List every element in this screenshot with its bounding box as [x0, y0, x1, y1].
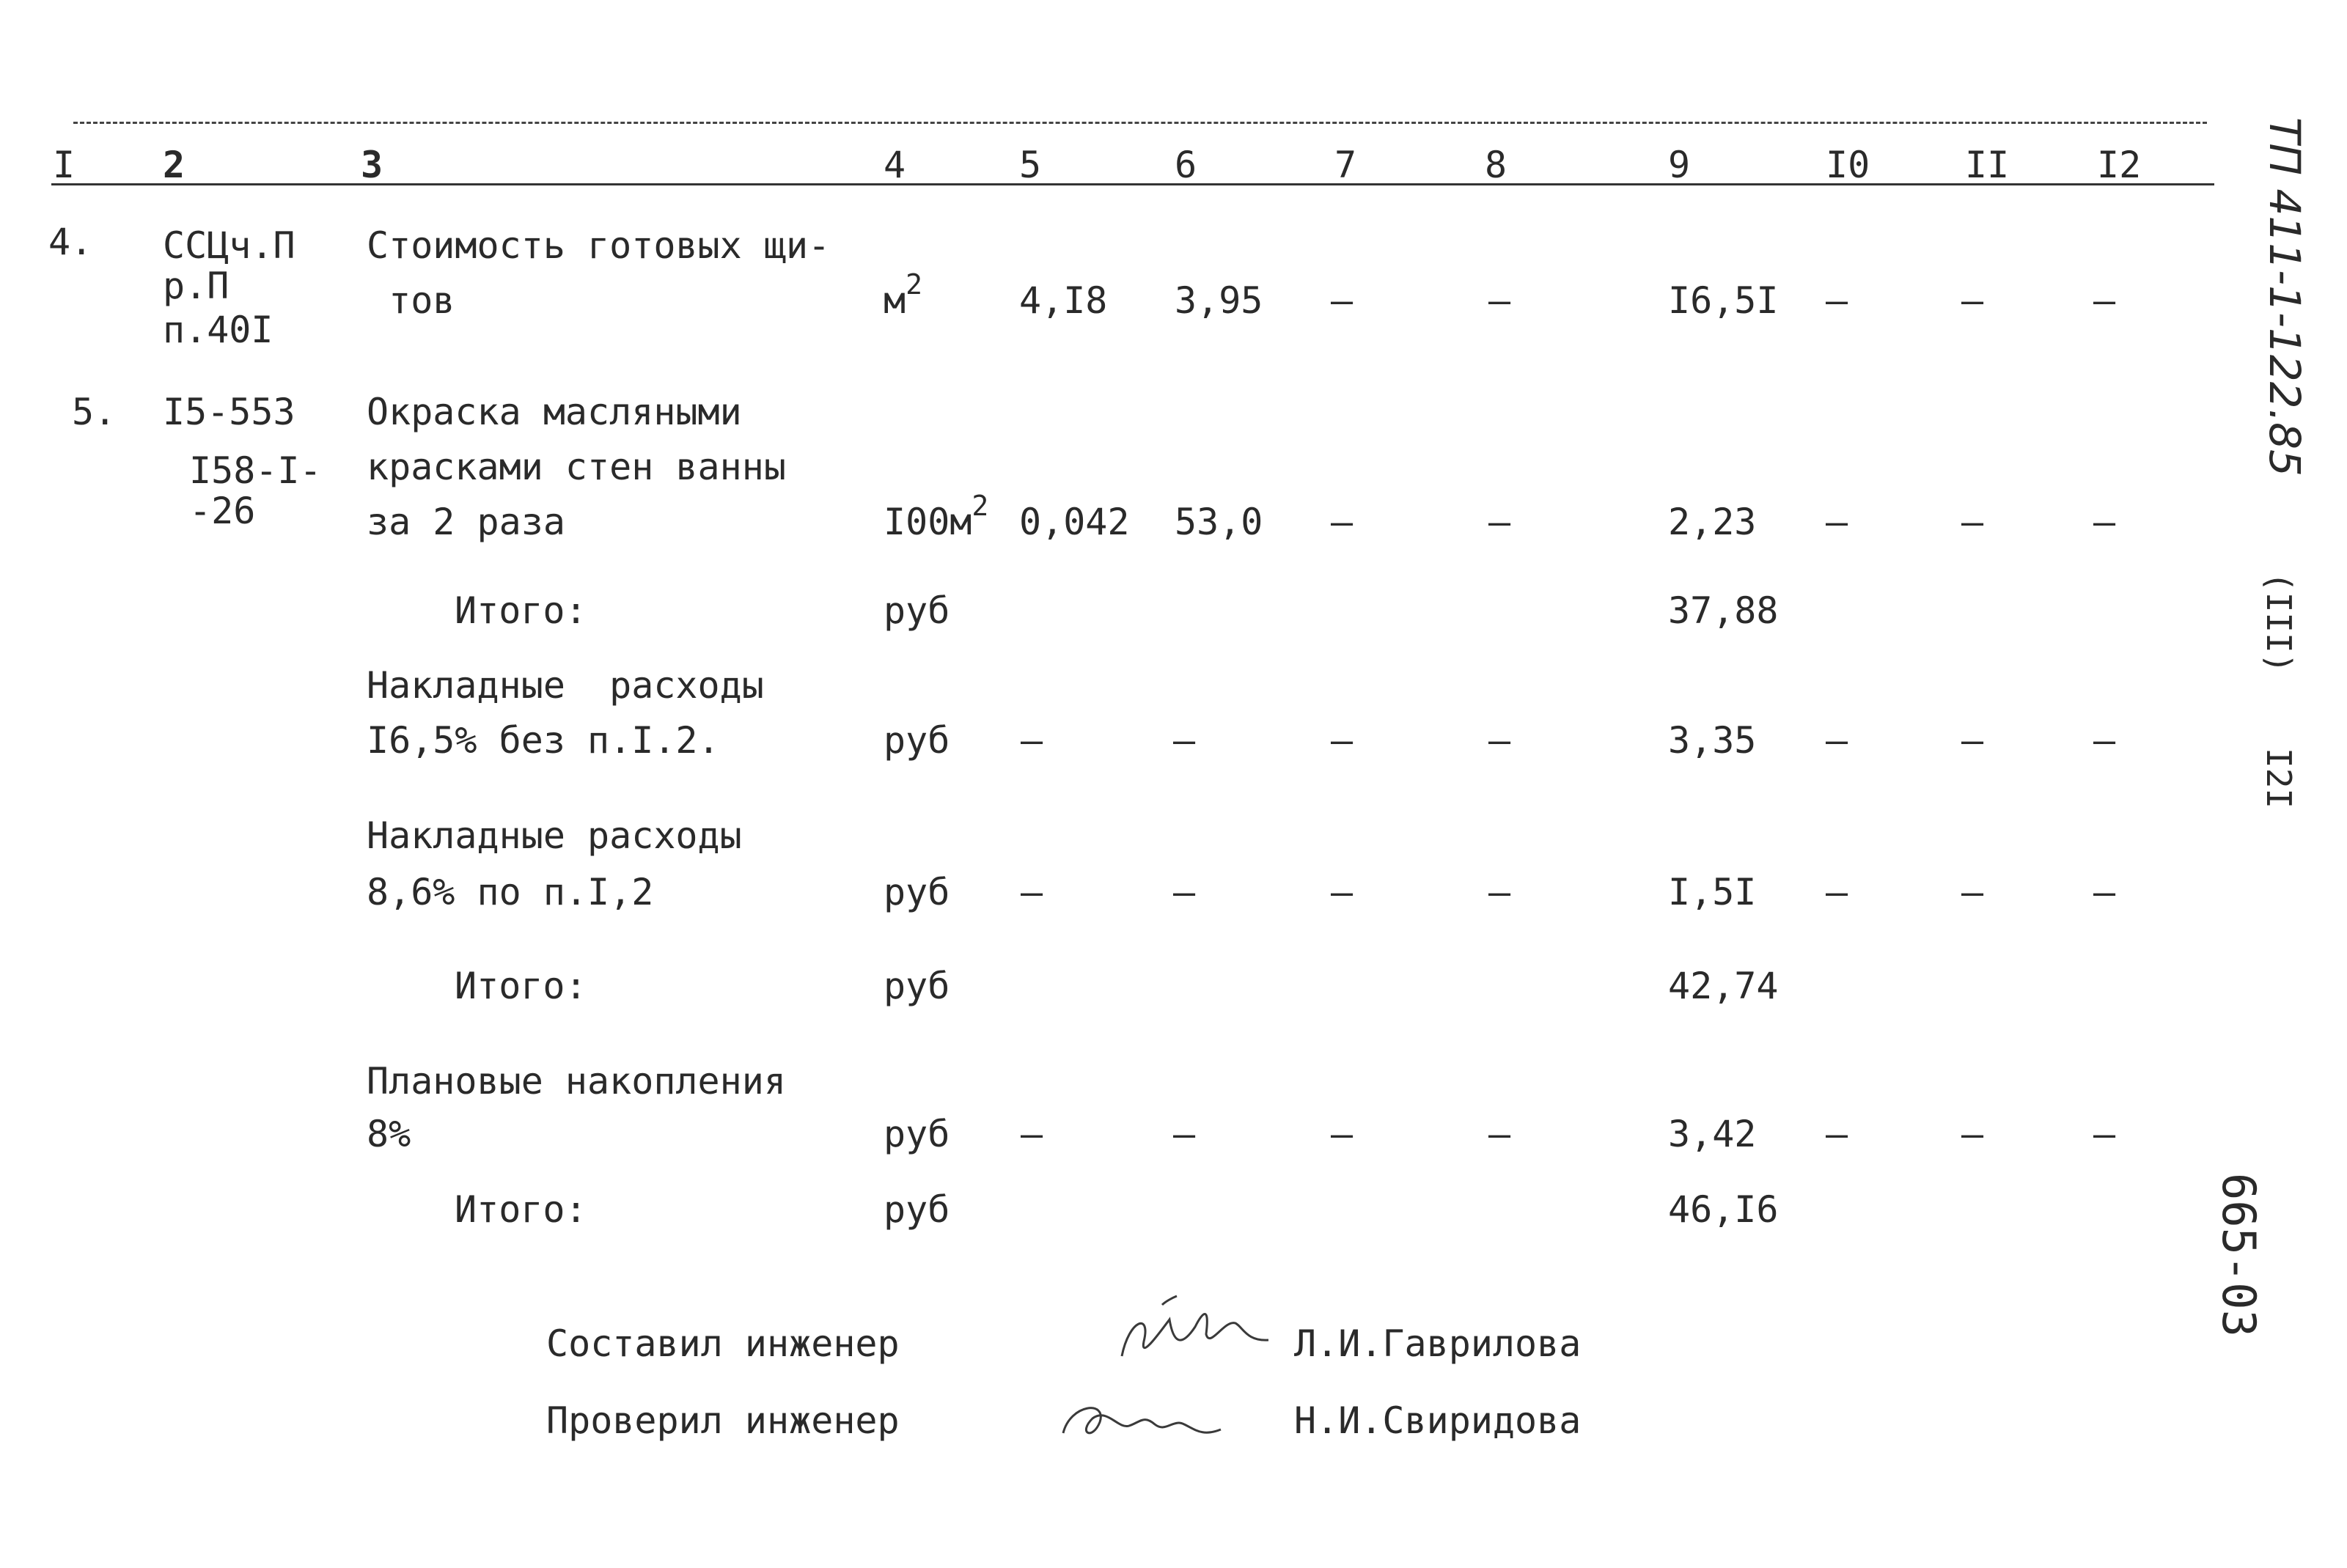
row-col-12: –	[2093, 279, 2116, 322]
summary-dash: –	[1488, 1113, 1511, 1155]
unit-text: I00м	[884, 501, 972, 543]
summary-label: Итого:	[455, 1188, 587, 1231]
summary-dash: –	[1826, 1113, 1848, 1155]
row-col-7: –	[1331, 279, 1354, 322]
summary-dash: –	[1173, 719, 1196, 762]
summary-label: 8,6% по п.I,2	[367, 871, 654, 913]
header-col-11: II	[1965, 144, 2010, 186]
row-col-5: 0,042	[1019, 501, 1130, 543]
row-code-line: I5-553	[163, 391, 295, 433]
summary-dash: –	[1021, 719, 1043, 762]
row-code-line: I58-I-	[189, 449, 322, 492]
summary-dash: –	[2093, 719, 2116, 762]
row-col-11: –	[1961, 501, 1984, 543]
summary-unit: руб	[884, 719, 950, 762]
header-col-10: I0	[1826, 144, 1870, 186]
summary-label: Накладные расходы	[367, 814, 742, 857]
row-number: 4.	[48, 221, 93, 263]
compiled-name: Л.И.Гаврилова	[1294, 1322, 1582, 1365]
row-col-8: –	[1488, 501, 1511, 543]
header-col-8: 8	[1485, 144, 1507, 186]
sheet-number: I2I	[2259, 748, 2299, 809]
header-col-2: 2	[163, 144, 186, 186]
header-col-7: 7	[1334, 144, 1357, 186]
header-col-1: I	[53, 144, 76, 186]
unit-text: м	[884, 279, 906, 322]
summary-value: 3,35	[1668, 719, 1757, 762]
summary-label: Итого:	[455, 965, 587, 1007]
header-col-5: 5	[1019, 144, 1042, 186]
row-col-11: –	[1961, 279, 1984, 322]
summary-value: I,5I	[1668, 871, 1757, 913]
summary-dash: –	[1961, 1113, 1984, 1155]
row-code-line: ССЦч.П	[163, 224, 295, 267]
row-col-9: 2,23	[1668, 501, 1757, 543]
summary-unit: руб	[884, 871, 950, 913]
row-unit	[884, 268, 922, 322]
header-col-9: 9	[1668, 144, 1691, 186]
top-rule	[73, 122, 2207, 124]
handwritten-signature-checked	[1048, 1389, 1239, 1455]
summary-label: 8%	[367, 1113, 411, 1155]
row-col-5: 4,I8	[1019, 279, 1108, 322]
summary-dash: –	[1021, 871, 1043, 913]
album-number: 665-03	[2212, 1173, 2266, 1337]
row-description-line: за 2 раза	[367, 501, 565, 543]
summary-dash: –	[1961, 871, 1984, 913]
summary-label: Итого:	[455, 589, 587, 632]
row-col-12: –	[2093, 501, 2116, 543]
summary-value: 46,I6	[1668, 1188, 1779, 1231]
summary-label: I6,5% без п.I.2.	[367, 719, 720, 762]
header-col-3: 3	[361, 144, 383, 186]
summary-label: Плановые накопления	[367, 1060, 786, 1103]
row-code-line: р.П	[163, 265, 229, 307]
row-col-6: 53,0	[1175, 501, 1263, 543]
row-number: 5.	[72, 391, 117, 433]
summary-dash: –	[1826, 719, 1848, 762]
row-col-9: I6,5I	[1668, 279, 1779, 322]
row-col-6: 3,95	[1175, 279, 1263, 322]
project-code: ТП 411-1-122.85	[2260, 117, 2310, 476]
header-col-12: I2	[2097, 144, 2142, 186]
unit-superscript: 2	[972, 490, 989, 522]
row-code-line: п.40I	[163, 309, 273, 351]
summary-dash: –	[1961, 719, 1984, 762]
row-col-7: –	[1331, 501, 1354, 543]
header-col-4: 4	[884, 144, 906, 186]
handwritten-signature-compiled	[1100, 1290, 1290, 1378]
summary-dash: –	[1021, 1113, 1043, 1155]
summary-dash: –	[1331, 871, 1354, 913]
summary-value: 42,74	[1668, 965, 1779, 1007]
summary-unit: руб	[884, 589, 950, 632]
row-col-10: –	[1826, 501, 1848, 543]
summary-dash: –	[2093, 871, 2116, 913]
summary-dash: –	[1488, 871, 1511, 913]
summary-unit: руб	[884, 1113, 950, 1155]
row-code-line: -26	[189, 490, 256, 532]
summary-dash: –	[1826, 871, 1848, 913]
summary-dash: –	[1173, 1113, 1196, 1155]
checked-label: Проверил инженер	[546, 1399, 900, 1442]
summary-dash: –	[1173, 871, 1196, 913]
row-description-line: Окраска масляными	[367, 391, 742, 433]
summary-label: Накладные расходы	[367, 664, 764, 707]
row-col-10: –	[1826, 279, 1848, 322]
row-description-line: Стоимость готовых щи-	[367, 224, 831, 267]
row-description-line: тов	[367, 279, 455, 322]
compiled-label: Составил инженер	[546, 1322, 900, 1365]
summary-dash: –	[2093, 1113, 2116, 1155]
summary-dash: –	[1331, 1113, 1354, 1155]
row-col-8: –	[1488, 279, 1511, 322]
header-col-6: 6	[1175, 144, 1197, 186]
summary-value: 37,88	[1668, 589, 1779, 632]
row-description-line: красками стен ванны	[367, 446, 786, 488]
summary-dash: –	[1488, 719, 1511, 762]
summary-dash: –	[1331, 719, 1354, 762]
checked-name: Н.И.Свиридова	[1294, 1399, 1582, 1442]
row-unit	[884, 490, 989, 543]
summary-value: 3,42	[1668, 1113, 1757, 1155]
summary-unit: руб	[884, 1188, 950, 1231]
margin-roman: (III)	[2259, 572, 2299, 674]
unit-superscript: 2	[906, 268, 922, 301]
summary-unit: руб	[884, 965, 950, 1007]
